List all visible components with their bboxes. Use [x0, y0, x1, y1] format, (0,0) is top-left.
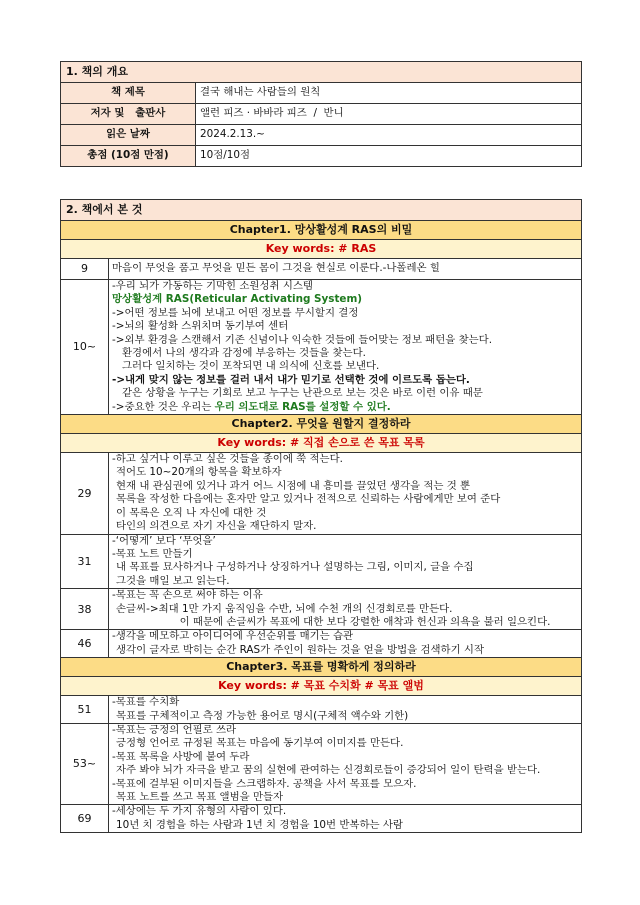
score-label: 총점 (10점 만점) — [61, 146, 196, 167]
page-number: 9 — [61, 259, 109, 280]
note-line: 환경에서 나의 생각과 감정에 부응하는 것들을 찾는다. — [122, 347, 366, 360]
note-line: 현재 내 관심권에 있거나 과거 어느 시점에 내 흥미를 끌었던 생각을 적는 것 뿐 — [116, 479, 471, 492]
chapter1-title: Chapter1. 망상활성계 RAS의 비밀 — [61, 221, 582, 240]
note-line: -목표 목록을 사방에 붙여 두라 — [112, 750, 250, 763]
note-cell — [109, 805, 582, 833]
notes-section-title: 2. 책에서 본 것 — [61, 200, 582, 221]
note-cell — [109, 723, 582, 804]
note-line: 마음이 무엇을 품고 무엇을 믿든 몸이 그것을 현실로 이룬다.-나폴레온 힐 — [112, 262, 440, 275]
chapter2-keywords: Key words: # 직접 손으로 쓴 목표 목록 — [61, 434, 582, 453]
note-line: -목표는 꼭 손으로 써야 하는 이유 — [112, 589, 263, 602]
note-cell — [109, 696, 582, 724]
note-line: -생각을 메모하고 아이디어에 우선순위를 매기는 습관 — [112, 630, 354, 643]
title-label: 책 제목 — [61, 83, 196, 104]
note-line: -목표는 긍정의 언필로 쓰라 — [112, 723, 237, 736]
page-number: 46 — [61, 630, 109, 658]
note-line: 망상활성계 RAS(Reticular Activating System) — [112, 293, 363, 306]
note-line: 목록을 작성한 다음에는 혼자만 알고 있거나 전적으로 신뢰하는 사람에게만 보여 준다 — [116, 493, 501, 506]
note-line: 내 목표를 묘사하거나 구성하거나 상징하거나 설명하는 그림, 이미지, 글을 수집 — [116, 561, 474, 574]
note-line: 10년 치 경험을 하는 사람과 1년 치 경험을 10번 반복하는 사람 — [116, 818, 403, 831]
note-line: 손글씨->최대 1만 가지 움직임을 수반, 뇌에 수천 개의 신경회로를 만든다. — [116, 602, 453, 615]
note-cell — [109, 280, 582, 415]
note-line — [112, 401, 578, 414]
date-value: 2024.2.13.~ — [196, 125, 582, 146]
note-text: ->중요한 것은 우리는 — [112, 400, 215, 413]
note-line: -목표에 걸부된 이미지들을 스크랩하자. 공책을 사서 목표를 모으자. — [112, 777, 417, 790]
note-line: -하고 싶거나 이루고 싶은 것들을 종이에 쭉 적는다. — [112, 453, 343, 466]
note-line: 목표 노트를 쓰고 목표 앨범을 만들자 — [116, 791, 284, 803]
note-line: -‘어떻게’ 보다 ‘무엇을’ — [112, 534, 216, 547]
note-cell — [109, 259, 582, 280]
page-number: 69 — [61, 805, 109, 833]
note-line: 목표를 구체적이고 측정 가능한 용어로 명시(구체적 액수와 기한) — [116, 709, 409, 722]
note-highlight: 우리 의도대로 RAS를 설정할 수 있다. — [214, 400, 391, 413]
chapter2-title: Chapter2. 무엇을 원할지 결정하라 — [61, 415, 582, 434]
note-line: 타인의 의견으로 자기 자신을 재단하지 말자. — [116, 520, 317, 533]
title-value: 결국 해내는 사람들의 원칙 — [196, 83, 582, 104]
date-label: 읽은 날짜 — [61, 125, 196, 146]
note-line: 이 목록은 오직 나 자신에 대한 것 — [116, 506, 267, 519]
overview-section-title: 1. 책의 개요 — [61, 62, 582, 83]
note-line: 긍정형 언어로 규정된 목표는 마음에 동기부여 이미지를 만든다. — [116, 737, 404, 750]
note-line: ->어떤 정보를 뇌에 보내고 어떤 정보를 무시할지 결정 — [112, 306, 359, 319]
note-line: ->뇌의 활성화 스위치며 동기부여 센터 — [112, 320, 289, 333]
note-line: 생각이 글자로 박히는 순간 RAS가 주인이 원하는 것을 얻을 방법을 검색하기 시작 — [116, 643, 484, 656]
note-cell — [109, 630, 582, 658]
page-number: 10~ — [61, 280, 109, 415]
note-line: 자주 봐야 뇌가 자극을 받고 꿈의 실현에 관여하는 신경회로들이 증강되어 일이 탄력을 받는다. — [116, 764, 541, 777]
book-overview-table — [60, 61, 582, 167]
note-line: 그러다 일치하는 것이 포착되면 내 의식에 신호를 보낸다. — [122, 360, 380, 373]
chapter3-title: Chapter3. 목표를 명확하게 정의하라 — [61, 658, 582, 677]
score-value: 10점/10점 — [196, 146, 582, 167]
note-line: 이 때문에 손글씨가 목표에 대한 보다 강렬한 애착과 헌신과 의욕을 불러 일으킨다. — [179, 615, 551, 628]
note-line: 같은 상황을 누구는 기회로 보고 누구는 난관으로 보는 것은 바로 이런 이유 때문 — [122, 387, 483, 400]
note-cell — [109, 453, 582, 534]
note-line: ->내게 맞지 않는 정보를 걸러 내서 내가 믿기로 선택한 것에 이르도록 돕는다. — [112, 373, 470, 386]
page-number: 31 — [61, 534, 109, 589]
page-number: 53~ — [61, 723, 109, 804]
note-line: 그것을 매일 보고 읽는다. — [116, 574, 230, 587]
book-notes-table — [60, 199, 582, 833]
chapter1-keywords: Key words: # RAS — [61, 240, 582, 259]
note-cell — [109, 534, 582, 589]
page-number: 38 — [61, 589, 109, 630]
author-value: 앨런 피즈 · 바바라 피즈 / 반니 — [196, 104, 582, 125]
note-line: 적어도 10~20개의 항목을 확보하자 — [116, 466, 282, 479]
page-number: 51 — [61, 696, 109, 724]
author-label: 저자 및 출판사 — [61, 104, 196, 125]
chapter3-keywords: Key words: # 목표 수치화 # 목표 앨범 — [61, 677, 582, 696]
note-line: -우리 뇌가 가동하는 기막힌 소원성취 시스템 — [112, 280, 313, 292]
note-line: ->외부 환경을 스캔해서 기존 신념이나 익숙한 것들에 들어맞는 정보 패턴을 찾는다. — [112, 333, 493, 346]
note-line: -목표를 수치화 — [112, 696, 180, 709]
page-number: 29 — [61, 453, 109, 534]
note-cell — [109, 589, 582, 630]
note-line: -세상에는 두 가지 유형의 사람이 있다. — [112, 805, 287, 818]
note-line: -목표 노트 만들기 — [112, 547, 193, 560]
